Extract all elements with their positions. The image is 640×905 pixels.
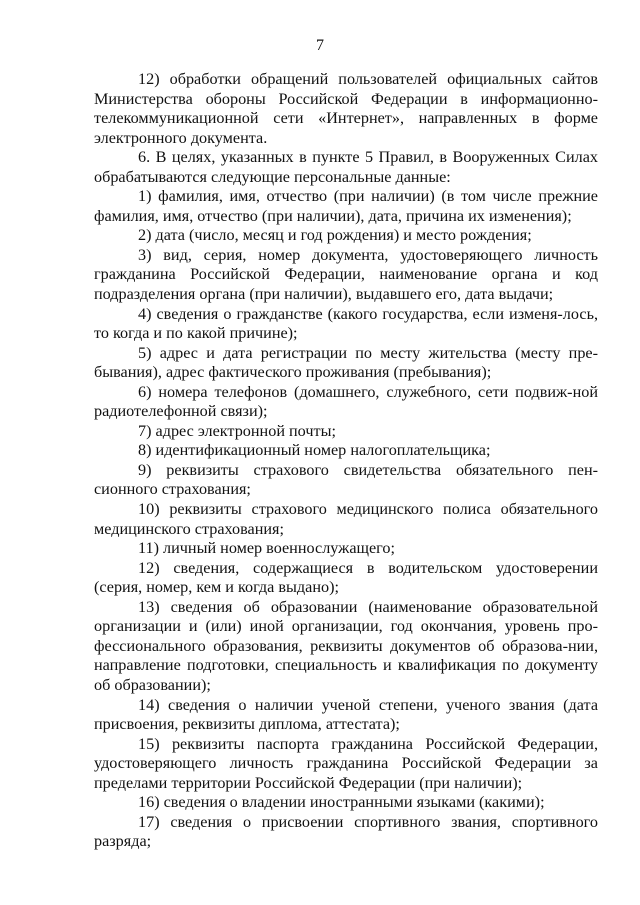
paragraph: 15) реквизиты паспорта гражданина Российской Федерации, удостоверяющего личность гражданина Российской Федерации за пределами территории Российской Федерации (при наличии); [94, 734, 598, 792]
paragraph: 16) сведения о владении иностранными языками (какими); [138, 793, 545, 812]
paragraph: 13) сведения об образовании (наименование образовательной организации и (или) иной организации, год окончания, уровень про-фессионального образования, реквизиты документов об образова-нии, направление подготовки, специальность и квалификация по документу об образовании); [94, 597, 598, 694]
paragraph: 11) личный номер военнослужащего; [138, 539, 395, 558]
paragraph: 3) вид, серия, номер документа, удостоверяющего личность гражданина Российской Федерации, наименование органа и код подразделения органа (при наличии), выдавшего его, дата выдачи; [94, 245, 598, 304]
paragraph: 14) сведения о наличии ученой степени, ученого звания (дата присвоения, реквизиты диплома, аттестата); [94, 695, 598, 734]
paragraph: 8) идентификационный номер налогоплательщика; [138, 441, 491, 460]
paragraph: 10) реквизиты страхового медицинского полиса обязательного медицинского страхования; [94, 500, 598, 538]
paragraph: 5) адрес и дата регистрации по месту жительства (месту пре-бывания), адрес фактического проживания (пребывания); [94, 343, 598, 382]
paragraph: 7) адрес электронной почты; [138, 421, 336, 440]
paragraph: 17) сведения о присвоении спортивного звания, спортивного разряда; [94, 812, 598, 851]
document-body [94, 70, 598, 852]
page-number: 7 [316, 37, 324, 54]
paragraph: 12) обработки обращений пользователей официальных сайтов Министерства обороны Российской Федерации в информационно-телекоммуникационной сети «Интернет», направленных в форме электронного документа. [94, 70, 598, 147]
paragraph: 1) фамилия, имя, отчество (при наличии) (в том числе прежние фамилия, имя, отчество (при наличии), дата, причина их изменения); [94, 187, 598, 225]
paragraph: 4) сведения о гражданстве (какого государства, если изменя-лось, то когда и по какой причине); [94, 304, 598, 343]
paragraph: 9) реквизиты страхового свидетельства обязательного пен-сионного страхования; [94, 460, 598, 499]
paragraph: 2) дата (число, месяц и год рождения) и место рождения; [138, 226, 532, 245]
paragraph: 6) номера телефонов (домашнего, служебного, сети подвиж-ной радиотелефонной связи); [94, 382, 598, 421]
paragraph: 12) сведения, содержащиеся в водительском удостоверении (серия, номер, кем и когда выдано); [94, 558, 598, 597]
paragraph: 6. В целях, указанных в пункте 5 Правил, в Вооруженных Силах обрабатываются следующие персональные данные: [94, 148, 598, 186]
